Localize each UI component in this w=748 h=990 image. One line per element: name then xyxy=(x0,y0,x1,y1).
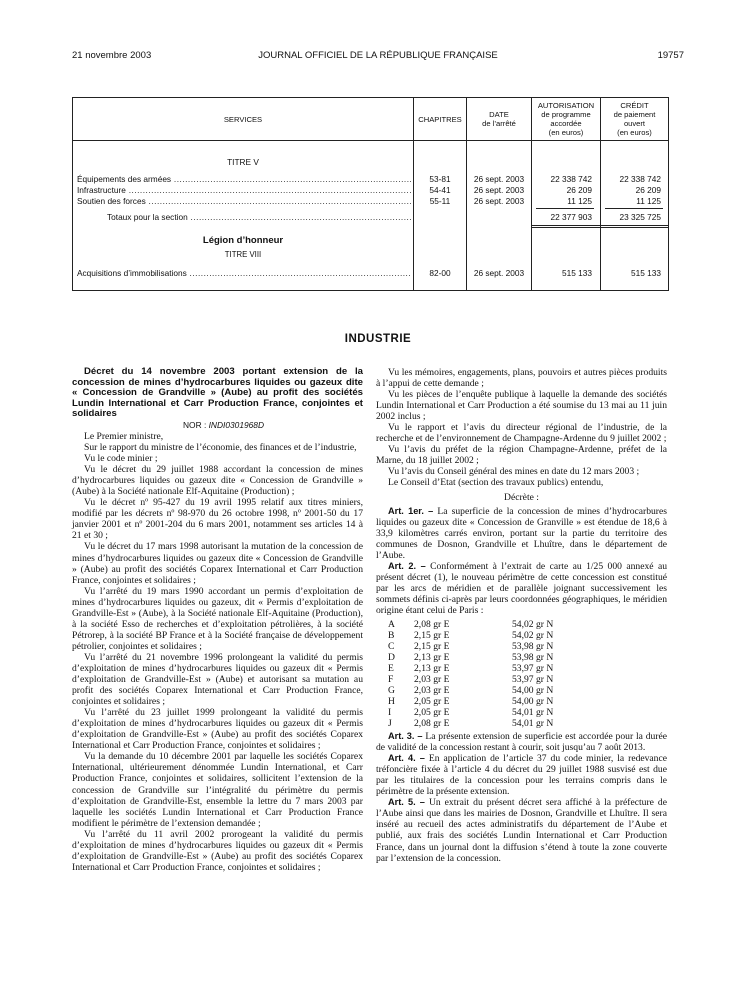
table-cell-autorisation: 26 209 xyxy=(566,185,592,195)
paragraph: Vu le code minier ; xyxy=(84,453,158,465)
table-cell-chapitre: 53-81 xyxy=(429,174,451,184)
paragraph: Vu le décret nº 95-427 du 19 avril 1995 relatif aux titres miniers, modifié par les décrets nº 98-970 du 26 octobre 1998, nº 2001-50 du 17 janvier 2001 et nº 2001-204 du 6 mars 2001, notamment ses articles 14 à 21 et 30 ; xyxy=(72,497,363,542)
table-row-service: Soutien des forces ..... xyxy=(77,196,411,206)
coordinate-row: D 2,13 gr E 53,98 gr N xyxy=(388,652,554,664)
legion-heading: Légion d’honneur xyxy=(202,235,284,246)
article-label: Art. 5. – xyxy=(388,797,425,808)
paragraph: Vu l’arrêté du 23 juillet 1999 prolongeant la validité du permis d’exploitation de mines d’hydrocarbures liquides ou gazeux dit « Permis d’exploitation de Grandville-Est » (Aube) au profit des sociétés Coparex International et Carr Production France, conjointes et solidaires ; xyxy=(72,707,363,752)
col-header-services: SERVICES xyxy=(223,114,263,124)
running-header xyxy=(72,50,684,64)
article-4: Art. 4. – En application de l’article 37 du code minier, la redevance tréfoncière fixée à l’article 4 du décret du 29 juillet 1988 susvisé est due par les titulaires de la concession pour les terrains compris dans le périmètre de la présente extension. xyxy=(376,753,667,798)
col-header-credit: CRÉDIT de paiement ouvert (en euros) xyxy=(613,101,656,137)
article-label: Art. 1er. – xyxy=(388,505,434,516)
paragraph: Sur le rapport du ministre de l’économie, des finances et de l’industrie, xyxy=(84,442,357,454)
coordinate-row: I 2,05 gr E 54,01 gr N xyxy=(388,707,554,719)
coordinate-row: E 2,13 gr E 53,97 gr N xyxy=(388,663,554,675)
article-3: Art. 3. – La présente extension de superficie est accordée pour la durée de validité de la concession restant à courir, soit jusqu’au 7 août 2013. xyxy=(376,731,667,754)
table-cell-chapitre: 55-11 xyxy=(429,196,451,206)
sum-rule xyxy=(605,208,663,209)
article-label: Art. 3. – xyxy=(388,731,423,742)
paragraph: Vu les mémoires, engagements, plans, pouvoirs et autres pièces produits à l’appui de cette demande ; xyxy=(376,367,667,390)
paragraph: Vu l’avis du préfet de la région Champagne-Ardenne, préfet de la Marne, du 18 juillet 2002 ; xyxy=(376,444,667,467)
paragraph: Le Premier ministre, xyxy=(84,431,164,443)
page-number: 19757 xyxy=(657,50,684,61)
totals-double-rule xyxy=(532,225,668,228)
table-cell-date: 26 sept. 2003 xyxy=(473,268,525,278)
table-row-service: Équipements des armées ..... xyxy=(77,174,411,184)
table-cell-date: 26 sept. 2003 xyxy=(473,174,525,184)
coordinate-row: C 2,15 gr E 53,98 gr N xyxy=(388,641,554,653)
paragraph: Vu le décret du 29 juillet 1988 accordant la concession de mines d’hydrocarbures liquides ou gazeux dite « Concession de Grandville » (Aube) à la Société nationale Elf-Aquitaine (Production) ; xyxy=(72,464,363,498)
paragraph: Vu l’arrêté du 11 avril 2002 prorogeant la validité du permis d’exploitation de mines d’hydrocarbures liquides ou gazeux dit « Permis d’exploitation de Grandville-Est » (Aube) au profit des sociétés Coparex International et Carr Production France, conjointes et solidaires ; xyxy=(72,828,363,873)
header-rule xyxy=(73,140,668,141)
table-cell-autorisation: 11 125 xyxy=(567,196,592,206)
coordinate-row: F 2,03 gr E 53,97 gr N xyxy=(388,674,554,686)
table-cell-chapitre: 82-00 xyxy=(429,268,451,278)
coordinate-row: B 2,15 gr E 54,02 gr N xyxy=(388,630,554,642)
article-label: Art. 2. – xyxy=(388,560,426,571)
sum-rule xyxy=(536,208,594,209)
table-cell-autorisation: 22 338 742 xyxy=(550,174,592,184)
paragraph: Vu la demande du 10 décembre 2001 par laquelle les sociétés Coparex International, ultérieurement dénommée Lundin International, et Carr Production France, conjointes et solidaires, sollicitent l’extension de la concession de Grandville sur l’intégralité du périmètre du permis d’exploitation de Grandville-Est, ensemble la lettre du 7 mars 2003 par laquelle les sociétés Lundin International et Carr Production France modifient le périmètre de l’extension demandée ; xyxy=(72,751,363,829)
issue-date: 21 novembre 2003 xyxy=(72,50,152,61)
titre-v-heading: TITRE V xyxy=(227,157,259,167)
section-title: INDUSTRIE xyxy=(344,333,412,345)
paragraph: Vu le décret du 17 mars 1998 autorisant la mutation de la concession de mines d’hydrocarbures liquides ou gazeux dite « Concession de Grandville » (Aube) au profit des sociétés Coparex International et Carr Production France, conjointes et solidaires ; xyxy=(72,541,363,586)
col-header-chapitres: CHAPITRES xyxy=(418,114,462,124)
table-cell-chapitre: 54-41 xyxy=(429,185,451,195)
titre-viii-heading: TITRE VIII xyxy=(224,250,262,259)
credits-table xyxy=(72,97,669,291)
article-label: Art. 4. – xyxy=(388,753,425,764)
col-header-date: DATE de l’arrêté xyxy=(482,110,516,128)
coordinate-row: H 2,05 gr E 54,00 gr N xyxy=(388,696,554,708)
right-column xyxy=(376,367,667,864)
table-row-service: Infrastructure ..... xyxy=(77,185,411,195)
article-5: Art. 5. – Un extrait du présent décret sera affiché à la préfecture de l’Aube ainsi que dans les mairies de Dosnon, Grandville et Lhuître. Il sera inséré au recueil des actes administratifs du département de l’Aube et publié, aux frais des sociétés Lundin International et Carr Production France, dans un journal dont la diffusion s’étend à toute la zone couverte par l’extension de la concession. xyxy=(376,797,667,864)
article-1: Art. 1er. – La superficie de la concession de mines d’hydrocarbures liquides ou gazeux dite « Concession de Granville » est étendue de 18,6 à 33,9 kilomètres carrés environ, portant sur la partie du territoire des communes de Dosnon, Grandville et Lhuître, dans le département de l’Aube. xyxy=(376,505,667,561)
table-cell-credit: 11 125 xyxy=(636,196,661,206)
col-header-autorisation: AUTORISATION de programme accordée (en euros) xyxy=(537,101,595,137)
paragraph: Vu les pièces de l’enquête publique à laquelle la demande des sociétés Lundin International et Carr Production a été soumise du 13 mai au 11 juin 2002 inclus ; xyxy=(376,389,667,423)
paragraph: Vu l’avis du Conseil général des mines en date du 12 mars 2003 ; xyxy=(388,466,640,478)
coordinates-list xyxy=(376,619,667,729)
paragraph: Vu l’arrêté du 19 mars 1990 accordant un permis d’exploitation de mines d’hydrocarbures liquides ou gazeux, dit « Permis d’exploitation de Grandville-Est » (Aube), à la Société nationale Elf-Aquitaine (Production), à la société Esso de recherches et d’exploitation pétrolières, à la société Pétrorep, à la société BP France et à la Société française de développement pétrolier, conjointes et solidaires ; xyxy=(72,585,363,652)
paragraph: Vu le rapport et l’avis du directeur régional de l’industrie, de la recherche et de l’environnement de Champagne-Ardenne du 9 juillet 2002 ; xyxy=(376,422,667,445)
table-cell-credit: 22 338 742 xyxy=(619,174,661,184)
paragraph: Le Conseil d’Etat (section des travaux publics) entendu, xyxy=(388,477,604,489)
totals-credit: 23 325 725 xyxy=(619,212,661,222)
decrete-heading: Décrète : xyxy=(504,491,539,503)
table-cell-date: 26 sept. 2003 xyxy=(473,185,525,195)
nor-reference: NOR : INDI0301968D xyxy=(183,419,264,430)
decree-title: Décret du 14 novembre 2003 portant extension de la concession de mines d’hydrocarbures liquides ou gazeux dite « Concession de Grandville » (Aube) au profit des sociétés Lundin International et Carr Production France, conjointes et solidaires xyxy=(72,366,363,420)
paragraph: Vu l’arrêté du 21 novembre 1996 prolongeant la validité du permis d’exploitation de mines d’hydrocarbures liquides ou gazeux dit « Permis d’exploitation de Grandville-Est » (Aube) et autorisant sa mutation au profit des sociétés Coparex International et Carr Production France, conjointes et solidaires ; xyxy=(72,651,363,708)
table-cell-date: 26 sept. 2003 xyxy=(473,196,525,206)
table-cell-credit: 26 209 xyxy=(635,185,661,195)
totals-autorisation: 22 377 903 xyxy=(550,212,592,222)
article-2: Art. 2. – Conformément à l’extrait de carte au 1/25 000 annexé au présent décret (1), le nouveau périmètre de cette concession est constitué par les arcs de méridien et de parallèle joignant successivement les sommets définis ci-après par leurs coordonnées géographiques, le méridien origine étant celui de Paris : xyxy=(376,560,667,616)
table-cell-credit: 515 133 xyxy=(631,268,661,278)
coordinate-row: A 2,08 gr E 54,02 gr N xyxy=(388,619,554,631)
coordinate-row: G 2,03 gr E 54,00 gr N xyxy=(388,685,554,697)
totals-label: Totaux pour la section ..... xyxy=(107,212,411,222)
left-column xyxy=(72,367,363,873)
table-cell-autorisation: 515 133 xyxy=(562,268,592,278)
journal-title: JOURNAL OFFICIEL DE LA RÉPUBLIQUE FRANÇAISE xyxy=(258,50,498,61)
coordinate-row: J 2,08 gr E 54,01 gr N xyxy=(388,718,554,730)
table-row-service: Acquisitions d’immobilisations ..... xyxy=(77,268,411,278)
